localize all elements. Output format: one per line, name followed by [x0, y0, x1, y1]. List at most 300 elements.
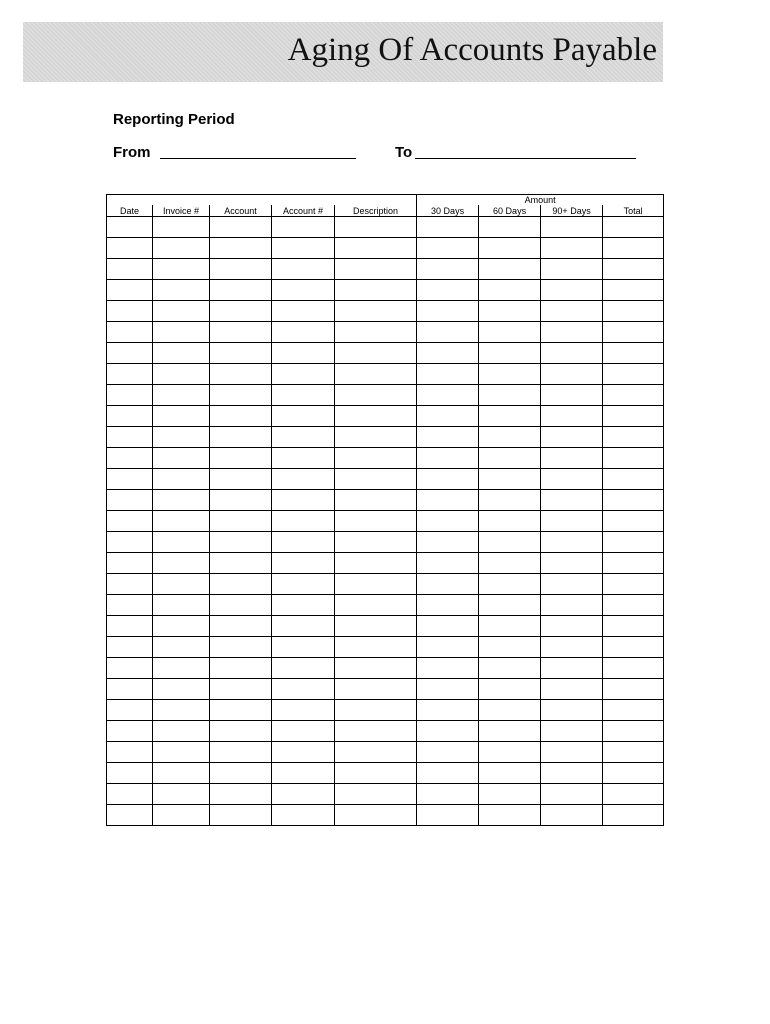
table-cell[interactable]: [107, 637, 153, 658]
table-cell[interactable]: [210, 280, 272, 301]
table-cell[interactable]: [541, 343, 603, 364]
table-cell[interactable]: [417, 721, 479, 742]
table-cell[interactable]: [210, 658, 272, 679]
table-cell[interactable]: [107, 427, 153, 448]
table-cell[interactable]: [417, 469, 479, 490]
table-cell[interactable]: [479, 574, 541, 595]
table-cell[interactable]: [153, 448, 210, 469]
table-cell[interactable]: [603, 805, 664, 826]
table-cell[interactable]: [479, 679, 541, 700]
table-cell[interactable]: [272, 616, 335, 637]
table-cell[interactable]: [107, 595, 153, 616]
table-cell[interactable]: [479, 511, 541, 532]
table-cell[interactable]: [335, 637, 417, 658]
reporting-period-label: Reporting Period: [113, 111, 235, 128]
table-cell[interactable]: [417, 616, 479, 637]
header-spacer: [107, 195, 417, 206]
table-row: [107, 343, 664, 364]
table-cell[interactable]: [210, 364, 272, 385]
column-header: 30 Days: [417, 205, 479, 217]
table-cell[interactable]: [272, 301, 335, 322]
table-cell[interactable]: [541, 490, 603, 511]
table-row: [107, 448, 664, 469]
table-cell[interactable]: [603, 259, 664, 280]
table-cell[interactable]: [603, 532, 664, 553]
table-cell[interactable]: [335, 259, 417, 280]
table-cell[interactable]: [153, 280, 210, 301]
table-cell[interactable]: [417, 280, 479, 301]
table-cell[interactable]: [210, 742, 272, 763]
table-cell[interactable]: [335, 532, 417, 553]
table-cell[interactable]: [272, 448, 335, 469]
column-header: Account: [210, 205, 272, 217]
table-cell[interactable]: [107, 406, 153, 427]
table-cell[interactable]: [417, 322, 479, 343]
table-cell[interactable]: [210, 721, 272, 742]
table-cell[interactable]: [210, 574, 272, 595]
table-row: [107, 742, 664, 763]
table-cell[interactable]: [603, 406, 664, 427]
table-cell[interactable]: [541, 637, 603, 658]
table-cell[interactable]: [541, 448, 603, 469]
table-cell[interactable]: [272, 406, 335, 427]
table-cell[interactable]: [335, 784, 417, 805]
table-cell[interactable]: [272, 364, 335, 385]
table-cell[interactable]: [272, 574, 335, 595]
column-header: Date: [107, 205, 153, 217]
table-cell[interactable]: [335, 385, 417, 406]
table-cell[interactable]: [153, 238, 210, 259]
table-cell[interactable]: [479, 805, 541, 826]
to-label: To: [395, 144, 413, 161]
table-row: [107, 637, 664, 658]
table-cell[interactable]: [210, 469, 272, 490]
table-cell[interactable]: [541, 217, 603, 238]
table-cell[interactable]: [335, 322, 417, 343]
table-cell[interactable]: [603, 553, 664, 574]
table-cell[interactable]: [479, 427, 541, 448]
table-cell[interactable]: [107, 259, 153, 280]
table-cell[interactable]: [107, 763, 153, 784]
table-cell[interactable]: [541, 238, 603, 259]
table-cell[interactable]: [272, 784, 335, 805]
table-row: [107, 574, 664, 595]
table-cell[interactable]: [417, 574, 479, 595]
table-cell[interactable]: [417, 742, 479, 763]
aging-table: [106, 194, 664, 826]
table-cell[interactable]: [541, 364, 603, 385]
table-cell[interactable]: [335, 490, 417, 511]
table-cell[interactable]: [417, 343, 479, 364]
table-cell[interactable]: [153, 700, 210, 721]
table-cell[interactable]: [603, 784, 664, 805]
table-cell[interactable]: [210, 301, 272, 322]
table-cell[interactable]: [603, 469, 664, 490]
table-cell[interactable]: [417, 490, 479, 511]
table-cell[interactable]: [335, 721, 417, 742]
table-cell[interactable]: [603, 427, 664, 448]
table-row: [107, 385, 664, 406]
table-cell[interactable]: [153, 364, 210, 385]
table-cell[interactable]: [417, 448, 479, 469]
table-cell[interactable]: [335, 343, 417, 364]
column-header: Description: [335, 205, 417, 217]
table-cell[interactable]: [107, 238, 153, 259]
table-cell[interactable]: [541, 553, 603, 574]
table-cell[interactable]: [541, 658, 603, 679]
table-cell[interactable]: [541, 616, 603, 637]
table-cell[interactable]: [153, 259, 210, 280]
table-cell[interactable]: [479, 259, 541, 280]
table-cell[interactable]: [153, 742, 210, 763]
table-cell[interactable]: [153, 490, 210, 511]
table-cell[interactable]: [210, 805, 272, 826]
table-cell[interactable]: [603, 448, 664, 469]
table-cell[interactable]: [479, 616, 541, 637]
table-cell[interactable]: [335, 364, 417, 385]
table-cell[interactable]: [210, 532, 272, 553]
table-cell[interactable]: [335, 280, 417, 301]
table-cell[interactable]: [479, 469, 541, 490]
table-cell[interactable]: [603, 385, 664, 406]
table-cell[interactable]: [541, 721, 603, 742]
table-cell[interactable]: [603, 574, 664, 595]
table-cell[interactable]: [479, 364, 541, 385]
table-cell[interactable]: [272, 217, 335, 238]
table-cell[interactable]: [417, 805, 479, 826]
table-cell[interactable]: [603, 511, 664, 532]
table-cell[interactable]: [107, 616, 153, 637]
table-cell[interactable]: [335, 679, 417, 700]
table-cell[interactable]: [335, 805, 417, 826]
table-cell[interactable]: [479, 406, 541, 427]
table-cell[interactable]: [417, 700, 479, 721]
table-row: [107, 280, 664, 301]
table-cell[interactable]: [335, 700, 417, 721]
table-cell[interactable]: [272, 763, 335, 784]
table-cell[interactable]: [272, 658, 335, 679]
table-cell[interactable]: [417, 259, 479, 280]
table-cell[interactable]: [272, 238, 335, 259]
table-row: [107, 784, 664, 805]
table-cell[interactable]: [479, 763, 541, 784]
table-cell[interactable]: [541, 805, 603, 826]
table-cell[interactable]: [417, 406, 479, 427]
table-cell[interactable]: [107, 574, 153, 595]
table-cell[interactable]: [272, 595, 335, 616]
table-cell[interactable]: [335, 469, 417, 490]
table-cell[interactable]: [417, 385, 479, 406]
table-cell[interactable]: [541, 511, 603, 532]
table-cell[interactable]: [603, 238, 664, 259]
table-cell[interactable]: [153, 511, 210, 532]
table-cell[interactable]: [335, 448, 417, 469]
table-cell[interactable]: [153, 616, 210, 637]
table-cell[interactable]: [272, 490, 335, 511]
column-header: Account #: [272, 205, 335, 217]
table-cell[interactable]: [153, 658, 210, 679]
table-cell[interactable]: [210, 595, 272, 616]
table-cell[interactable]: [541, 280, 603, 301]
table-cell[interactable]: [603, 301, 664, 322]
table-cell[interactable]: [479, 448, 541, 469]
table-cell[interactable]: [417, 553, 479, 574]
table-cell[interactable]: [335, 553, 417, 574]
table-cell[interactable]: [541, 679, 603, 700]
table-cell[interactable]: [479, 700, 541, 721]
from-label: From: [113, 144, 151, 161]
table-row: [107, 217, 664, 238]
table-cell[interactable]: [210, 784, 272, 805]
table-cell[interactable]: [210, 322, 272, 343]
table-cell[interactable]: [603, 343, 664, 364]
table-cell[interactable]: [335, 742, 417, 763]
table-cell[interactable]: [479, 490, 541, 511]
table-cell[interactable]: [210, 511, 272, 532]
table-cell[interactable]: [107, 679, 153, 700]
table-cell[interactable]: [335, 406, 417, 427]
table-cell[interactable]: [335, 427, 417, 448]
table-cell[interactable]: [210, 553, 272, 574]
table-cell[interactable]: [272, 742, 335, 763]
table-cell[interactable]: [603, 700, 664, 721]
table-cell[interactable]: [107, 322, 153, 343]
table-cell[interactable]: [603, 280, 664, 301]
table-cell[interactable]: [153, 595, 210, 616]
table-cell[interactable]: [603, 658, 664, 679]
table-cell[interactable]: [107, 784, 153, 805]
table-cell[interactable]: [272, 532, 335, 553]
table-cell[interactable]: [107, 805, 153, 826]
table-cell[interactable]: [417, 763, 479, 784]
table-cell[interactable]: [335, 301, 417, 322]
table-row: [107, 259, 664, 280]
from-date-field[interactable]: [160, 158, 356, 159]
table-cell[interactable]: [210, 616, 272, 637]
table-cell[interactable]: [603, 763, 664, 784]
table-cell[interactable]: [541, 406, 603, 427]
table-cell[interactable]: [479, 553, 541, 574]
table-cell[interactable]: [272, 700, 335, 721]
table-cell[interactable]: [479, 595, 541, 616]
table-row: [107, 469, 664, 490]
table-cell[interactable]: [417, 511, 479, 532]
table-row: [107, 553, 664, 574]
table-cell[interactable]: [541, 385, 603, 406]
table-cell[interactable]: [107, 700, 153, 721]
table-cell[interactable]: [107, 343, 153, 364]
table-cell[interactable]: [603, 595, 664, 616]
table-cell[interactable]: [153, 343, 210, 364]
table-cell[interactable]: [417, 364, 479, 385]
table-cell[interactable]: [417, 301, 479, 322]
table-row: [107, 301, 664, 322]
table-cell[interactable]: [153, 805, 210, 826]
table-cell[interactable]: [479, 784, 541, 805]
table-cell[interactable]: [603, 364, 664, 385]
table-cell[interactable]: [107, 364, 153, 385]
table-cell[interactable]: [153, 469, 210, 490]
table-cell[interactable]: [541, 784, 603, 805]
table-cell[interactable]: [335, 511, 417, 532]
table-cell[interactable]: [603, 490, 664, 511]
table-cell[interactable]: [153, 217, 210, 238]
table-cell[interactable]: [541, 322, 603, 343]
table-cell[interactable]: [603, 217, 664, 238]
table-cell[interactable]: [272, 385, 335, 406]
table-cell[interactable]: [272, 553, 335, 574]
table-cell[interactable]: [603, 721, 664, 742]
table-row: [107, 763, 664, 784]
table-cell[interactable]: [210, 238, 272, 259]
table-row: [107, 490, 664, 511]
table-cell[interactable]: [153, 301, 210, 322]
table-cell[interactable]: [153, 637, 210, 658]
table-cell[interactable]: [417, 217, 479, 238]
table-cell[interactable]: [107, 301, 153, 322]
table-cell[interactable]: [541, 532, 603, 553]
table-cell[interactable]: [603, 742, 664, 763]
table-cell[interactable]: [272, 343, 335, 364]
table-cell[interactable]: [603, 679, 664, 700]
table-cell[interactable]: [479, 658, 541, 679]
table-cell[interactable]: [107, 742, 153, 763]
table-cell[interactable]: [603, 322, 664, 343]
table-cell[interactable]: [603, 616, 664, 637]
table-cell[interactable]: [210, 406, 272, 427]
table-cell[interactable]: [541, 259, 603, 280]
table-row: [107, 364, 664, 385]
table-cell[interactable]: [479, 532, 541, 553]
table-cell[interactable]: [107, 532, 153, 553]
table-cell[interactable]: [417, 532, 479, 553]
table-cell[interactable]: [272, 679, 335, 700]
table-cell[interactable]: [479, 721, 541, 742]
table-cell[interactable]: [541, 763, 603, 784]
table-cell[interactable]: [335, 763, 417, 784]
column-header: 60 Days: [479, 205, 541, 217]
table-cell[interactable]: [153, 784, 210, 805]
table-cell[interactable]: [479, 217, 541, 238]
table-cell[interactable]: [479, 343, 541, 364]
table-cell[interactable]: [417, 427, 479, 448]
table-cell[interactable]: [335, 217, 417, 238]
table-cell[interactable]: [272, 322, 335, 343]
table-cell[interactable]: [541, 427, 603, 448]
table-row: [107, 595, 664, 616]
table-cell[interactable]: [479, 322, 541, 343]
table-cell[interactable]: [335, 238, 417, 259]
table-cell[interactable]: [417, 658, 479, 679]
table-cell[interactable]: [153, 679, 210, 700]
table-cell[interactable]: [272, 805, 335, 826]
table-cell[interactable]: [107, 511, 153, 532]
table-cell[interactable]: [479, 637, 541, 658]
table-cell[interactable]: [210, 490, 272, 511]
table-cell[interactable]: [479, 385, 541, 406]
table-cell[interactable]: [335, 574, 417, 595]
table-cell[interactable]: [210, 343, 272, 364]
table-cell[interactable]: [107, 469, 153, 490]
table-cell[interactable]: [153, 385, 210, 406]
table-cell[interactable]: [272, 280, 335, 301]
table-cell[interactable]: [479, 742, 541, 763]
table-row: [107, 805, 664, 826]
to-date-field[interactable]: [415, 158, 636, 159]
table-cell[interactable]: [210, 679, 272, 700]
table-cell[interactable]: [153, 763, 210, 784]
table-cell[interactable]: [107, 280, 153, 301]
table-cell[interactable]: [210, 637, 272, 658]
table-cell[interactable]: [107, 448, 153, 469]
table-cell[interactable]: [107, 217, 153, 238]
table-cell[interactable]: [107, 490, 153, 511]
table-row: [107, 427, 664, 448]
table-cell[interactable]: [272, 259, 335, 280]
table-cell[interactable]: [417, 238, 479, 259]
table-cell[interactable]: [417, 784, 479, 805]
table-cell[interactable]: [153, 532, 210, 553]
table-row: [107, 238, 664, 259]
table-cell[interactable]: [541, 301, 603, 322]
table-cell[interactable]: [417, 595, 479, 616]
table-cell[interactable]: [541, 595, 603, 616]
table-row: [107, 322, 664, 343]
table-cell[interactable]: [272, 469, 335, 490]
table-cell[interactable]: [210, 427, 272, 448]
table-cell[interactable]: [153, 427, 210, 448]
table-cell[interactable]: [107, 553, 153, 574]
table-cell[interactable]: [153, 721, 210, 742]
table-cell[interactable]: [335, 658, 417, 679]
table-cell[interactable]: [153, 574, 210, 595]
table-cell[interactable]: [541, 469, 603, 490]
table-cell[interactable]: [107, 658, 153, 679]
table-cell[interactable]: [210, 763, 272, 784]
table-cell[interactable]: [335, 595, 417, 616]
table-row: [107, 532, 664, 553]
table-cell[interactable]: [272, 427, 335, 448]
table-cell[interactable]: [210, 448, 272, 469]
table-cell[interactable]: [541, 574, 603, 595]
table-cell[interactable]: [107, 385, 153, 406]
table-cell[interactable]: [210, 217, 272, 238]
table-cell[interactable]: [210, 700, 272, 721]
table-cell[interactable]: [272, 637, 335, 658]
column-header: 90+ Days: [541, 205, 603, 217]
table-cell[interactable]: [603, 637, 664, 658]
table-cell[interactable]: [479, 280, 541, 301]
table-cell[interactable]: [541, 742, 603, 763]
table-cell[interactable]: [210, 259, 272, 280]
table-cell[interactable]: [335, 616, 417, 637]
table-cell[interactable]: [479, 301, 541, 322]
amount-group-header: Amount: [417, 195, 664, 206]
table-cell[interactable]: [210, 385, 272, 406]
table-cell[interactable]: [272, 511, 335, 532]
table-cell[interactable]: [107, 721, 153, 742]
table-cell[interactable]: [153, 406, 210, 427]
table-cell[interactable]: [153, 553, 210, 574]
table-row: [107, 511, 664, 532]
table-cell[interactable]: [479, 238, 541, 259]
table-cell[interactable]: [417, 679, 479, 700]
table-row: [107, 679, 664, 700]
table-cell[interactable]: [417, 637, 479, 658]
table-cell[interactable]: [153, 322, 210, 343]
table-cell[interactable]: [272, 721, 335, 742]
table-cell[interactable]: [541, 700, 603, 721]
